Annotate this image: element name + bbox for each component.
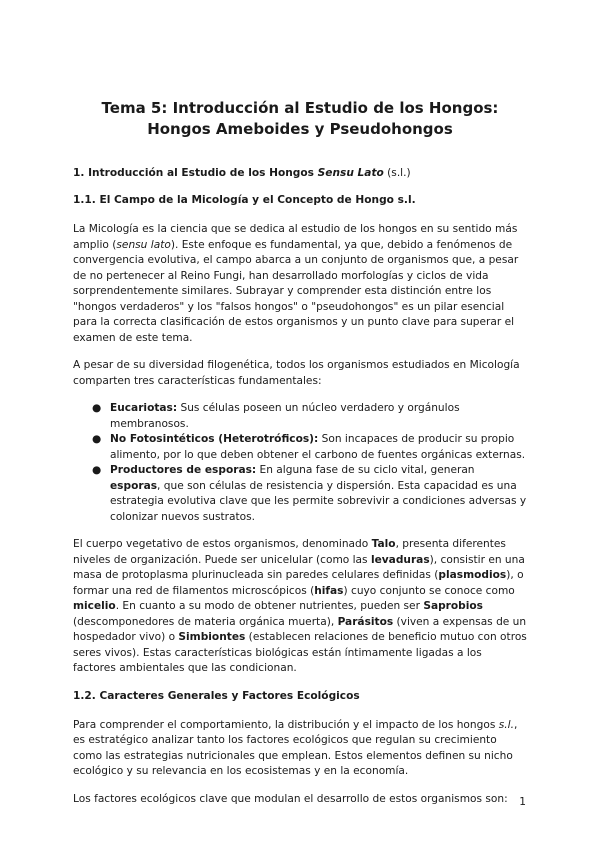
page-title: Tema 5: Introducción al Estudio de los Hongos: Hongos Ameboides y Pseudohongos [101,99,499,138]
para4-text-a: Para comprender el comportamiento, la distribución y el impacto de los hongos [73,718,499,731]
section-1-italic: Sensu Lato [317,167,384,179]
bullet-bold: Eucariotas: [110,402,178,414]
bullet-icon: ● [92,433,102,445]
section-1-suffix: (s.l.) [383,167,411,179]
bullet-icon: ● [92,464,102,476]
para3-text: (establecen relaciones de beneficio mutuo con otros seres vivos). Estas características biológicas están íntimamente ligadas a los factores ambientales que las condicionan. [73,631,527,674]
para3-bold: Saprobios [423,600,483,612]
bullet-bold: esporas [110,479,158,492]
para3-bold: Simbiontes [178,631,246,643]
bullet-icon: ● [92,402,102,414]
para3-text: El cuerpo vegetativo de estos organismos, denominado [73,538,372,550]
page-number: 1 [519,796,526,808]
para3-text: ) cuyo conjunto se conoce como [343,584,515,597]
section-1-heading [73,166,527,181]
section-1-2-heading: 1.2. Caracteres Generales y Factores Ecológicos [73,689,360,702]
para3-bold: Parásitos [337,615,394,628]
bullet-bold: Productores de esporas: [110,464,257,476]
para3-bold: micelio [73,600,116,612]
paragraph-caracteristicas: A pesar de su diversidad filogenética, todos los organismos estudiados en Micología comparten tres características fundamentales: [73,359,520,387]
section-1-text: 1. Introducción al Estudio de los Hongos [73,167,318,179]
para3-text: . En cuanto a su modo de obtener nutrientes, pueden ser [115,600,424,612]
para3-bold: plasmodios [438,569,507,581]
para3-text: ), o formar una red de filamentos microscópicos ( [73,569,524,597]
paragraph-comportamiento [73,718,527,780]
bullet-bold: No Fotosintéticos (Heterotróficos): [110,433,319,445]
list-item [92,463,527,525]
para3-bold: Talo [371,538,396,550]
para4-text-b: , es estratégico analizar tanto los factores ecológicos que regulan su crecimiento como las estrategias nutricionales que emplean. Estos elementos definen su nicho ecológico y su relevancia en los ecosistemas y en la economía. [73,718,518,777]
features-list [73,401,527,525]
list-item [92,432,527,463]
para1-italic: sensu lato [116,238,171,251]
para1-text-b: ). Este enfoque es fundamental, ya que, debido a fenómenos de convergencia evolutiva, el campo abarca a un conjunto de organismos que, a pesar de no pertenecer al Reino Fungi, han desarrollado morfologías y ciclos de vida sorprendentemente similares. Subrayar y comprender esta distinción entre los "hongos verdaderos" y los "falsos hongos" o "pseudohongos" es un pilar esencial para la correcta clasificación de estos organismos y un punto clave para superar el examen de este tema. [73,238,519,344]
bullet-text: , que son células de resistencia y dispersión. Esta capacidad es una estrategia evolutiva clave que les permite sobrevivir a condiciones adversas y colonizar nuevos sustratos. [110,479,527,523]
bullet-text: Sus células poseen un núcleo verdadero y orgánulos membranosos. [110,402,460,430]
para3-text: ), consistir en una masa de protoplasma plurinucleada sin paredes celulares definidas ( [73,553,525,581]
paragraph-micologia [73,222,527,346]
para3-text: , presenta diferentes niveles de organización. Puede ser unicelular (como las [73,538,506,566]
para3-text: (descomponedores de materia orgánica muerta), [73,615,338,628]
bullet-text: Son incapaces de producir su propio alimento, por lo que deben obtener el carbono de fuentes orgánicas externas. [110,433,526,461]
paragraph-factores: Los factores ecológicos clave que modulan el desarrollo de estos organismos son: [73,792,508,805]
para3-bold: hifas [314,584,344,597]
para4-italic: s.l. [498,718,514,731]
para3-bold: levaduras [370,553,430,566]
para1-text-a: La Micología es la ciencia que se dedica al estudio de los hongos en su sentido más amplio ( [73,223,518,251]
section-1-1-heading: 1.1. El Campo de la Micología y el Concepto de Hongo s.l. [73,194,416,206]
list-item [92,401,527,432]
paragraph-talo [73,537,527,677]
bullet-text: En alguna fase de su ciclo vital, generan [256,464,475,476]
para3-text: (viven a expensas de un hospedador vivo) o [73,615,527,643]
